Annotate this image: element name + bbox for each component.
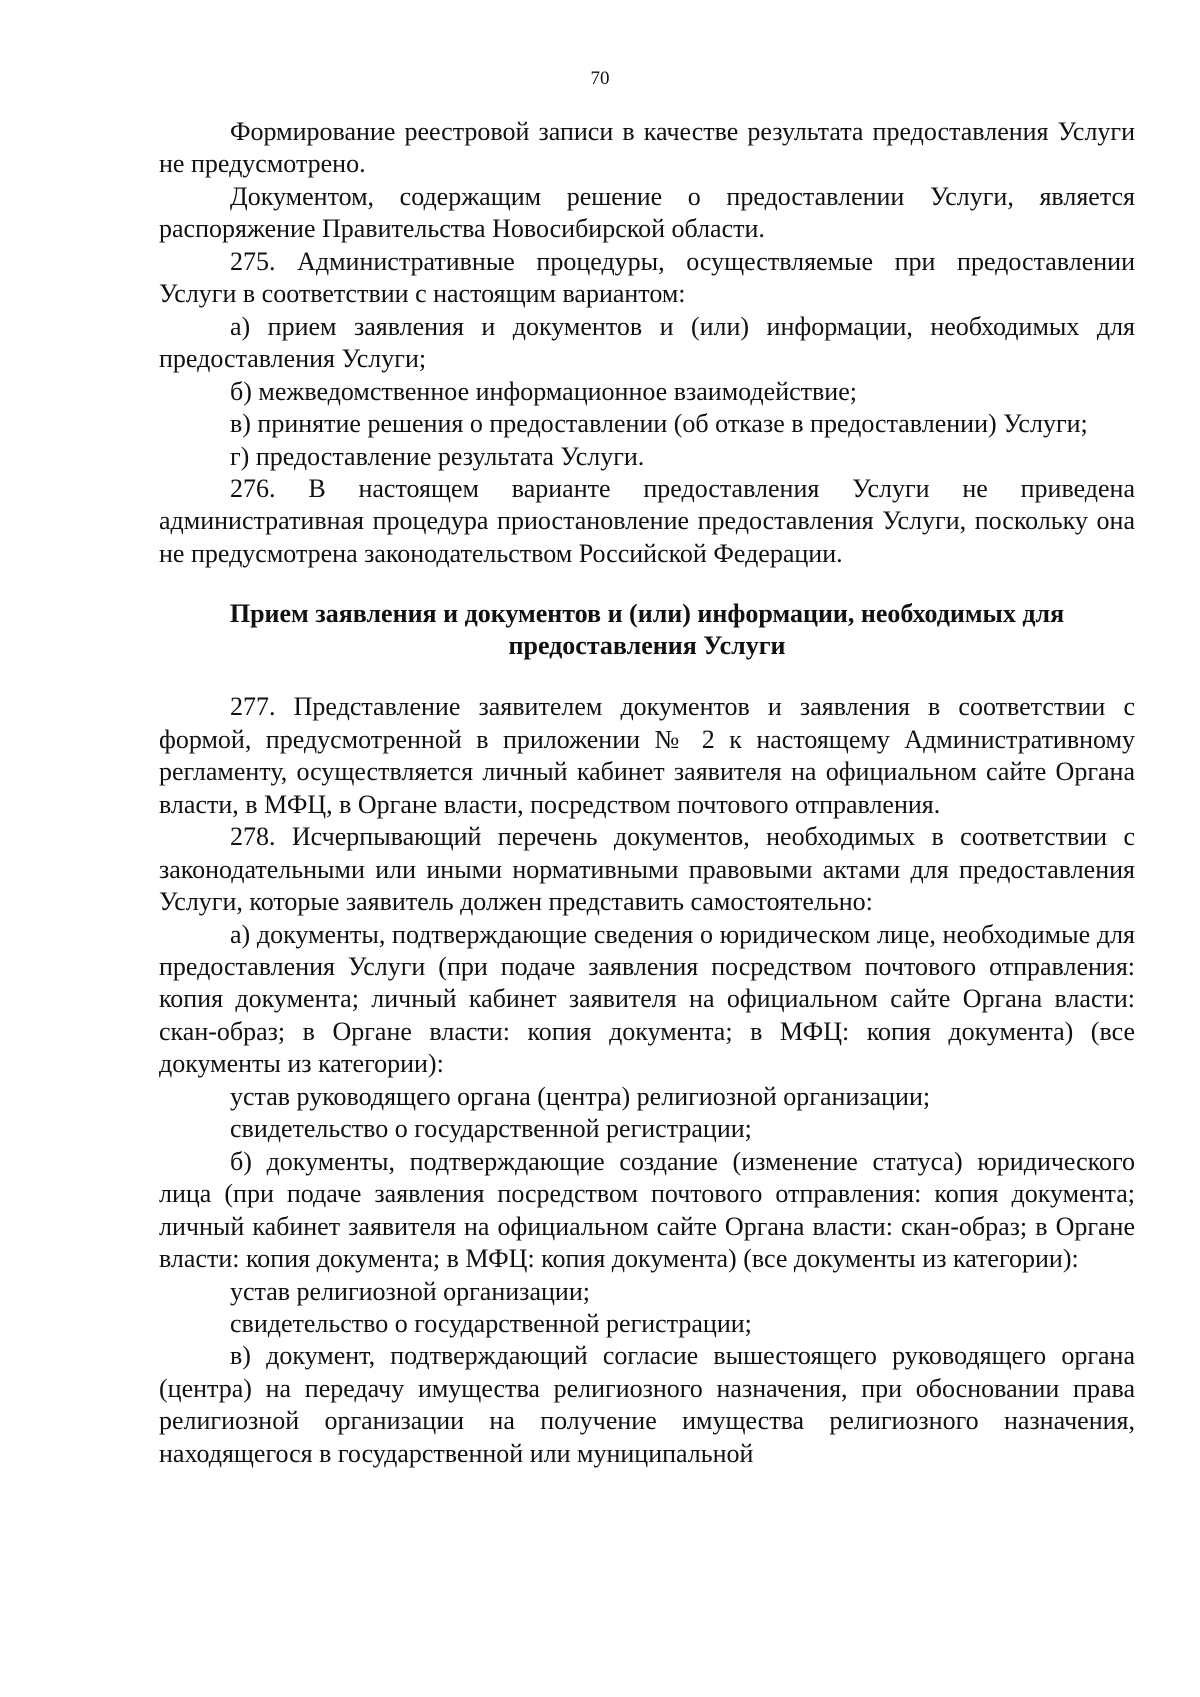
list-item: а) документы, подтверждающие сведения о юридическом лице, необходимые для предоставления Услуги (при подаче заявления посредством почтового отправления: копия документа; личный кабинет заявителя на официальном сайте Органа власти: скан-образ; в Органе власти: копия документа; в МФЦ: копия документа) (все документы из категории): <box>159 919 1135 1079</box>
list-item: а) прием заявления и документов и (или) информации, необходимых для предоставления Услуги; <box>159 311 1135 374</box>
list-item: устав руководящего органа (центра) религиозной организации; <box>230 1081 931 1111</box>
section-heading: Прием заявления и документов и (или) информации, необходимых для предоставления Услуги <box>229 599 1065 661</box>
page-number: 70 <box>590 68 610 89</box>
paragraph: 275. Административные процедуры, осуществляемые при предоставлении Услуги в соответствии с настоящим вариантом: <box>159 246 1135 309</box>
list-item: устав религиозной организации; <box>230 1276 590 1306</box>
document-body <box>159 116 1135 1470</box>
paragraph: 276. В настоящем варианте предоставления Услуги не приведена административная процедура приостановление предоставления Услуги, поскольку она не предусмотрена законодательством Российской Федерации. <box>159 473 1135 568</box>
paragraph: 277. Представление заявителем документов и заявления в соответствии с формой, предусмотренной в приложении № 2 к настоящему Административному регламенту, осуществляется личный кабинет заявителя на официальном сайте Органа власти, в МФЦ, в Органе власти, посредством почтового отправления. <box>159 692 1135 819</box>
list-item: б) межведомственное информационное взаимодействие; <box>230 376 857 406</box>
list-item: в) документ, подтверждающий согласие вышестоящего руководящего органа (центра) на передачу имущества религиозного назначения, при обосновании права религиозной организации на получение имущества религиозного назначения, находящегося в государственной или муниципальной <box>159 1341 1135 1468</box>
list-item: г) предоставление результата Услуги. <box>230 441 645 471</box>
list-item: свидетельство о государственной регистрации; <box>230 1114 752 1144</box>
list-item: б) документы, подтверждающие создание (изменение статуса) юридического лица (при подаче заявления посредством почтового отправления: копия документа; личный кабинет заявителя на официальном сайте Органа власти: скан-образ; в Органе власти: копия документа; в МФЦ: копия документа) (все документы из категории): <box>159 1146 1135 1274</box>
paragraph: 278. Исчерпывающий перечень документов, необходимых в соответствии с законодательными или иными нормативными правовыми актами для предоставления Услуги, которые заявитель должен представить самостоятельно: <box>159 822 1135 917</box>
paragraph: Формирование реестровой записи в качестве результата предоставления Услуги не предусмотрено. <box>159 117 1135 179</box>
list-item: в) принятие решения о предоставлении (об отказе в предоставлении) Услуги; <box>230 409 1088 439</box>
paragraph: Документом, содержащим решение о предоставлении Услуги, является распоряжение Правительства Новосибирской области. <box>159 181 1135 244</box>
list-item: свидетельство о государственной регистрации; <box>230 1308 752 1338</box>
